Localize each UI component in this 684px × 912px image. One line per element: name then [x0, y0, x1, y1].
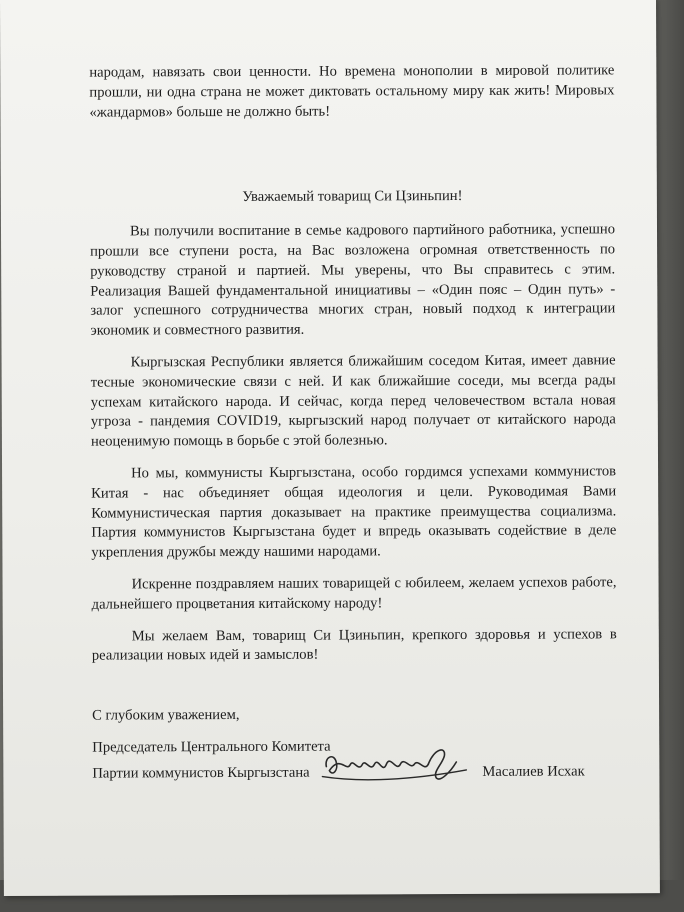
- signatory-title: Председатель Центрального Комитета: [92, 738, 331, 756]
- salutation: Уважаемый товарищ Си Цзиньпин!: [242, 188, 463, 206]
- intro-paragraph: народам, навязать свои ценности. Но времена монополии в мировой политике прошли, ни одна страна не может диктовать остальному миру как жить! Мировых «жандармов» больше не должно быть!: [89, 62, 615, 121]
- paragraph-congratulations: Искренне поздравляем наших товарищей с юбилеем, желаем успехов работе, дальнейшего процветания китайскому народу!: [91, 574, 617, 613]
- paragraph-upbringing: Вы получили воспитание в семье кадрового партийного работника, успешно прошли все ступени роста, на Вас возложена огромная ответственность по руководству страной и партией. Мы уверены, что Вы справитесь с этим. Реализация Вашей фундаментальной инициативы – «Один пояс – Один путь» - залог успешного сотрудничества многих стран, новый подход к интеграции экономик и совместного развития.: [90, 221, 616, 339]
- signatory-party: Партии коммунистов Кыргызстана: [92, 764, 310, 782]
- paragraph-communists: Но мы, коммунисты Кыргызстана, особо гордимся успехами коммунистов Китая - нас объединяет общая идеология и цели. Руководимая Вами Коммунистическая партия доказывает на практике преимущества социализма. Партия коммунистов Кыргызстана будет и впредь оказывать содействие в деле укрепления дружбы между нашими народами.: [91, 463, 617, 561]
- signature-row: [92, 761, 632, 803]
- letter-body: [89, 61, 617, 666]
- handwritten-signature: [320, 742, 470, 789]
- closing-regards: С глубоким уважением,: [92, 706, 240, 724]
- closing-block: [92, 705, 331, 770]
- paragraph-neighbors: Кыргызская Республики является ближайшим соседом Китая, имеет давние тесные экономические связи с ней. И как ближайшие соседи, мы всегда рады успехам китайского народа. И сейчас, когда перед человечеством встала новая угроза - пандемия COVID19, кыргызский народ получает от китайского народа неоценимую помощь в борьбе с этой болезнью.: [90, 352, 616, 450]
- paragraph-wishes: Мы желаем Вам, товарищ Си Цзиньпин, крепкого здоровья и успехов в реализации новых идей и замыслов!: [91, 625, 617, 664]
- signatory-name: Масалиев Исхак: [482, 763, 585, 780]
